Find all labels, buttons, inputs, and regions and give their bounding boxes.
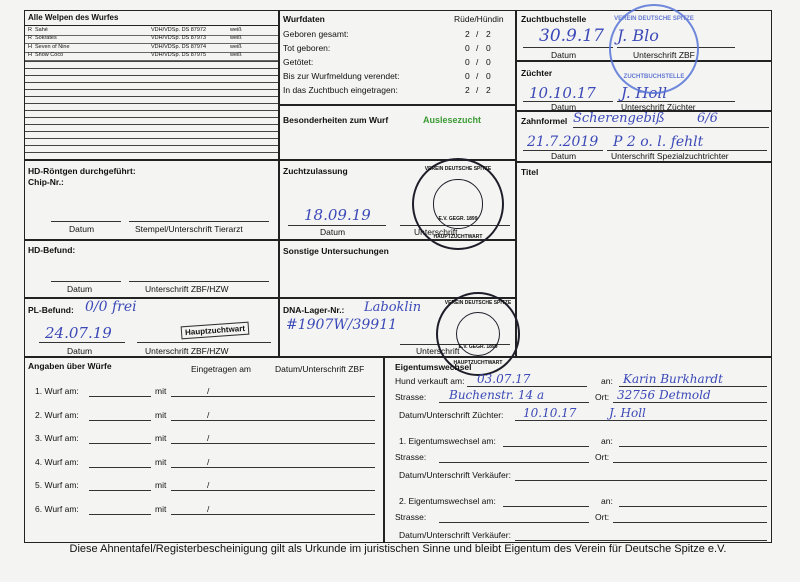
zahnformel-count: 6/6 (697, 111, 718, 126)
ort-value: 32756 Detmold (617, 388, 711, 402)
hd-befund-section (24, 240, 279, 298)
wurfdaten-male-count: 0 (465, 71, 470, 81)
zuchtbuchstelle-sig-label: Unterschrift ZBF (633, 50, 695, 60)
wurfdaten-row-label: Bis zur Wurfmeldung verendet: (283, 71, 400, 81)
ort-label-1: Ort: (595, 392, 610, 402)
wurfdaten-row-label: Geboren gesamt: (283, 29, 349, 39)
zuchtbuchstelle-date: 30.9.17 (539, 26, 604, 46)
pl-befund-date: 24.07.19 (45, 324, 112, 342)
wurfdaten-male-count: 0 (465, 43, 470, 53)
hd-befund-title: HD-Befund: (28, 245, 76, 255)
strasse-label-2: Strasse: (395, 452, 427, 462)
zuchtzulassung-title: Zuchtzulassung (283, 166, 348, 176)
certificate-sheet (24, 10, 772, 568)
zuechter-signature: J. Holl (621, 84, 668, 102)
wurfdaten-separator: / (476, 71, 479, 81)
wurfdaten-row-label: Tot geboren: (283, 43, 331, 53)
wurfdaten-male-count: 2 (465, 85, 470, 95)
titel-section (516, 162, 772, 357)
puppy-color: weiß (230, 52, 242, 59)
eigentum-section (384, 357, 772, 543)
wurfdaten-row-label: In das Zuchtbuch eingetragen: (283, 85, 398, 95)
wuerfe-section (24, 357, 384, 543)
hd-roentgen-datum-label: Datum (69, 224, 95, 234)
du-zuechter-sig: J. Holl (609, 406, 646, 420)
wurf-slash: / (207, 503, 210, 514)
puppy-registration: VDH/VDSp. DS 87972 (151, 27, 207, 33)
zahnformel-section (516, 111, 772, 162)
wurf-slash: / (207, 409, 210, 420)
zuchtwart-stamp-upper: VEREIN DEUTSCHE SPITZE E.V. GEGR. 1899 HAUPTZUCHTWART (412, 158, 504, 250)
puppy-name: Sahé (35, 27, 48, 33)
dna-lab: Laboklin (364, 300, 422, 315)
zahnformel-date: 21.7.2019 (527, 134, 599, 150)
sonstige-title: Sonstige Untersuchungen (283, 246, 389, 256)
dna-number: #1907W/39911 (286, 317, 398, 333)
wurf-mit-label: mit (155, 409, 167, 420)
zahnformel-gebiss: Scherengebiß (573, 111, 665, 126)
du-verkaeufer-label-1: Datum/Unterschrift Verkäufer: (399, 470, 511, 480)
puppy-registration: VDH/VDSp. DS 87974 (151, 43, 207, 50)
wurfdaten-male-count: 0 (465, 57, 470, 67)
wurfdaten-male-count: 2 (465, 29, 470, 39)
hd-befund-sig-label: Unterschrift ZBF/HZW (145, 284, 229, 294)
du-zuechter-label: Datum/Unterschrift Züchter: (399, 410, 504, 420)
pl-befund-datum-label: Datum (67, 346, 93, 356)
puppy-sex: R (28, 27, 32, 33)
puppy-registration: VDH/VDSp. DS 87973 (151, 35, 207, 42)
zahnformel-note: P 2 o. l. fehlt (613, 134, 704, 150)
wechsel1-label: 1. Eigentumswechsel am: (399, 436, 496, 446)
besonderheiten-title: Besonderheiten zum Wurf (283, 115, 389, 125)
hd-roentgen-section (24, 160, 279, 240)
wurfdaten-female-count: 2 (486, 29, 491, 39)
puppy-sex: R (28, 35, 32, 42)
ort-label-3: Ort: (595, 512, 610, 522)
wurf-slash: / (207, 480, 210, 490)
wurfdaten-title: Wurfdaten (283, 14, 325, 24)
zuchtbuchstelle-stamp: VEREIN DEUTSCHE SPITZE ZUCHTBUCHSTELLE (609, 4, 699, 94)
wurfdaten-separator: / (476, 43, 479, 53)
footer-note: Diese Ahnentafel/Registerbescheinigung gilt als Urkunde im juristischen Sinne und bleibt Eigentum des Verein für Deutsche Spitze e.V. (69, 543, 727, 555)
verkauft-label: Hund verkauft am: (395, 376, 465, 386)
zuchtzulassung-date: 18.09.19 (304, 206, 371, 224)
puppy-registration: VDH/VDSp. DS 87975 (151, 52, 207, 59)
hauptzuchtwart-stamp: Hauptzuchtwart (181, 322, 250, 340)
hd-roentgen-title: HD-Röntgen durchgeführt: (28, 166, 136, 176)
zuechter-title: Züchter (521, 68, 553, 78)
sonstige-section (279, 240, 516, 298)
wurfdaten-female-count: 0 (486, 57, 491, 67)
du-verkaeufer-label-2: Datum/Unterschrift Verkäufer: (399, 530, 511, 540)
strasse-label-3: Strasse: (395, 512, 427, 522)
puppy-name: Sokrates (35, 35, 57, 42)
wurfdaten-separator: / (476, 29, 479, 39)
wurf-row-label: 6. Wurf am: (35, 503, 79, 514)
zuchtwart-stamp-lower: VEREIN DEUTSCHE SPITZE E.V. GEGR. 1899 HAUPTZUCHTWART (436, 292, 520, 376)
ort-label-2: Ort: (595, 452, 610, 462)
wurfdaten-section (279, 10, 516, 105)
chip-label: Chip-Nr.: (28, 177, 64, 187)
wuerfe-col1: Eingetragen am (191, 364, 252, 374)
wurf-mit-label: mit (155, 386, 167, 396)
puppy-sex: H (28, 52, 32, 59)
pl-befund-section (24, 298, 279, 357)
zuechter-date: 10.10.17 (529, 84, 596, 102)
besonderheiten-value: Auslesezucht (423, 115, 482, 125)
pl-befund-value: 0/0 frei (85, 299, 137, 315)
dna-sig-label: Unterschrift (416, 346, 460, 356)
wurf-mit-label: mit (155, 456, 167, 467)
litter-section (24, 10, 279, 160)
wechsel2-label: 2. Eigentumswechsel am: (399, 496, 496, 506)
eigentum-title: Eigentumswechsel (395, 362, 472, 372)
puppy-color: weiß (230, 43, 242, 50)
an-label-2: an: (601, 436, 613, 446)
an-name: Karin Burkhardt (623, 372, 723, 386)
strasse-value: Buchenstr. 14 a (449, 388, 545, 402)
wurf-row-label: 3. Wurf am: (35, 433, 79, 443)
wurf-mit-label: mit (155, 503, 167, 514)
strasse-label-1: Strasse: (395, 392, 427, 402)
zuchtzulassung-sig-label: Unterschrift (414, 227, 458, 237)
pl-befund-title: PL-Befund: (28, 305, 74, 315)
hd-roentgen-sig-label: Stempel/Unterschrift Tierarzt (135, 224, 243, 234)
puppy-color: weiß (230, 35, 242, 42)
wurfdaten-row-label: Getötet: (283, 57, 314, 67)
titel-title: Titel (521, 167, 539, 177)
an-label-1: an: (601, 376, 613, 386)
puppy-name: Seven of Nine (35, 43, 70, 50)
wurf-row-label: 2. Wurf am: (35, 409, 79, 420)
wuerfe-col2: Datum/Unterschrift ZBF (275, 364, 365, 374)
puppy-sex: H (28, 43, 32, 50)
du-zuechter-date: 10.10.17 (523, 406, 577, 420)
wurfdaten-separator: / (476, 57, 479, 67)
zuechter-datum-label: Datum (551, 102, 577, 112)
wuerfe-title: Angaben über Würfe (28, 361, 112, 371)
besonderheiten-section (279, 105, 516, 160)
wurf-row-label: 4. Wurf am: (35, 456, 79, 467)
wurfdaten-col-header: Rüde/Hündin (454, 14, 504, 24)
verkauft-date: 03.07.17 (477, 372, 531, 386)
wurf-slash: / (207, 433, 210, 443)
wurf-mit-label: mit (155, 433, 167, 443)
puppy-name: Snow Coco (35, 52, 64, 59)
hd-befund-datum-label: Datum (67, 284, 93, 294)
wurf-slash: / (207, 456, 210, 467)
an-label-3: an: (601, 496, 613, 506)
zuchtbuchstelle-title: Zuchtbuchstelle (521, 14, 587, 24)
wurfdaten-female-count: 0 (486, 71, 491, 81)
zuechter-sig-label: Unterschrift Züchter (621, 102, 696, 112)
pl-befund-sig-label: Unterschrift ZBF/HZW (145, 346, 229, 356)
wurf-slash: / (207, 386, 210, 396)
zahnformel-title: Zahnformel (521, 116, 568, 126)
zahnformel-datum-label: Datum (551, 151, 577, 161)
zahnformel-sig-label: Unterschrift Spezialzuchtrichter (611, 151, 729, 161)
wurfdaten-separator: / (476, 85, 479, 95)
wurf-row-label: 1. Wurf am: (35, 386, 79, 396)
zuchtzulassung-datum-label: Datum (320, 227, 346, 237)
litter-title: Alle Welpen des Wurfes (28, 13, 119, 22)
dna-title: DNA-Lager-Nr.: (283, 305, 345, 315)
wurf-row-label: 5. Wurf am: (35, 480, 79, 490)
wurfdaten-female-count: 2 (486, 85, 491, 95)
wurfdaten-female-count: 0 (486, 43, 491, 53)
zuchtbuchstelle-datum-label: Datum (551, 50, 577, 60)
zuchtbuchstelle-signature: J. Blo (617, 26, 659, 45)
wurf-mit-label: mit (155, 480, 167, 490)
puppy-color: weiß (230, 27, 242, 33)
